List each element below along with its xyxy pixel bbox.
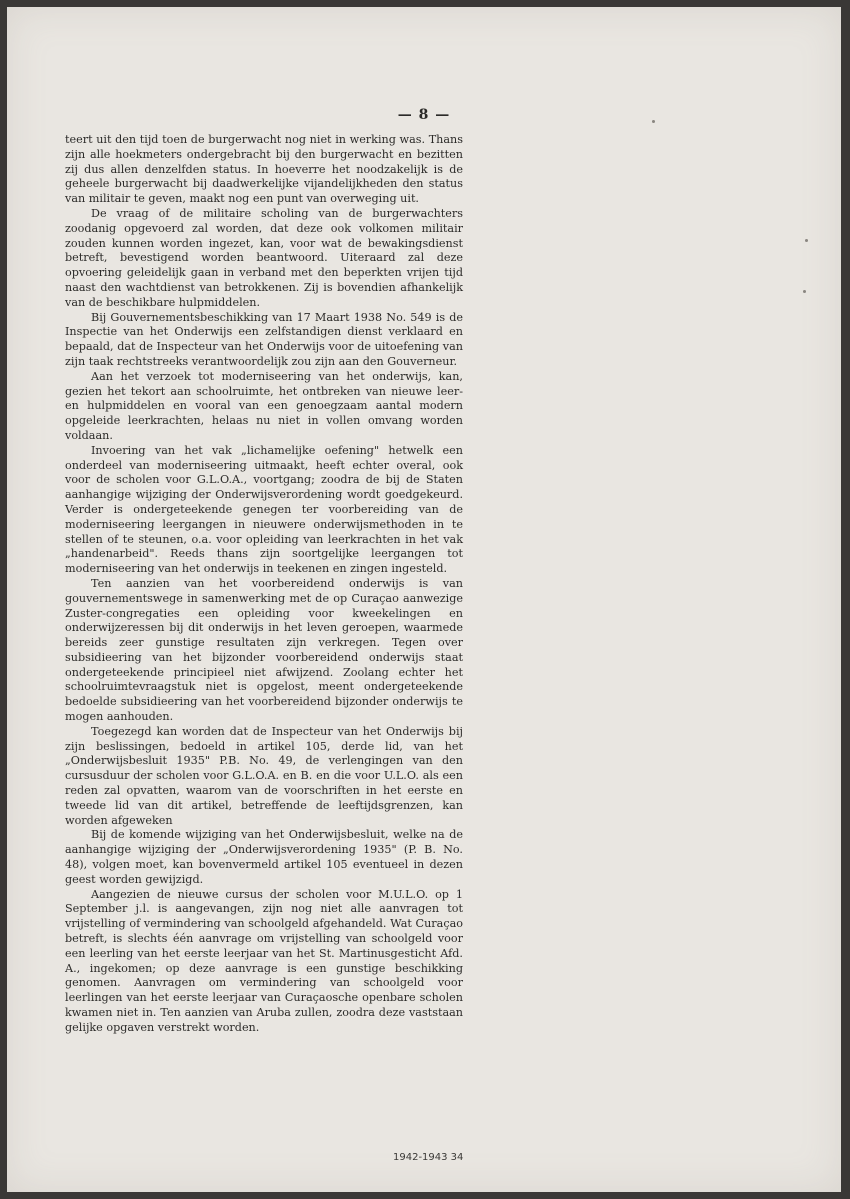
paragraph: teert uit den tijd toen de burgerwacht nog niet in werking was. Thans zijn alle hoekmeters ondergebracht bij den burgerwacht en bezitten zij dus allen denzelfden status. In hoeverre het noodzakelijk is de geheele burgerwacht bij daadwerkelijke vijandelijkheden den status van militair te geven, maakt nog een punt van overweging uit. xyxy=(65,133,463,206)
paper-speck xyxy=(652,120,655,123)
archive-footer: 1942-1943 34 xyxy=(393,1152,464,1163)
paragraph: Aan het verzoek tot moderniseering van het onderwijs, kan, gezien het tekort aan schoolruimte, het ontbreken van nieuwe leer- en hulpmiddelen en vooral van een genoegzaam aantal modern opgeleide leerkrachten, helaas nu niet in vollen omvang worden voldaan. xyxy=(65,369,463,442)
page-number: — 8 — xyxy=(397,107,451,123)
paragraph: Ten aanzien van het voorbereidend onderwijs is van gouvernementswege in samenwerking met de op Curaçao aanwezige Zuster-congregaties een opleiding voor kweekelingen en onderwijzeressen bij dit onderwijs in het leven geroepen, waarmede bereids zeer gunstige resultaten zijn verkregen. Tegen over subsidieering van het bijzonder voorbereidend onderwijs staat ondergeteekende principieel niet afwijzend. Zoolang echter het schoolruimtevraagstuk niet is opgelost, meent ondergeteekende bedoelde subsidieering van het voorbereidend bijzonder onderwijs te mogen aanhouden. xyxy=(65,576,463,724)
paragraph: Bij Gouvernementsbeschikking van 17 Maart 1938 No. 549 is de Inspectie van het Onderwijs een zelfstandigen dienst verklaard en bepaald, dat de Inspecteur van het Onderwijs voor de uitoefening van zijn taak rechtstreeks verantwoordelijk zou zijn aan den Gouverneur. xyxy=(65,310,463,368)
paper-speck xyxy=(803,290,806,293)
paper-speck xyxy=(805,239,808,242)
paragraph: Bij de komende wijziging van het Onderwijsbesluit, welke na de aanhangige wijziging der „Onderwijsverordening 1935" (P. B. No. 48), volgen moet, kan bovenvermeld artikel 105 eventueel in dezen geest worden gewijzigd. xyxy=(65,828,463,886)
body-text xyxy=(65,133,463,1036)
paragraph: Toegezegd kan worden dat de Inspecteur van het Onderwijs bij zijn beslissingen, bedoeld in artikel 105, derde lid, van het „Onderwijsbesluit 1935" P.B. No. 49, de verlengingen van den cursusduur der scholen voor G.L.O.A. en B. en die voor U.L.O. als een reden zal opvatten, waarom van de voorschriften in het eerste en tweede lid van dit artikel, betreffende de leeftijdsgrenzen, kan worden afgeweken xyxy=(65,724,463,827)
paragraph: Aangezien de nieuwe cursus der scholen voor M.U.L.O. op 1 September j.l. is aangevangen, zijn nog niet alle aanvragen tot vrijstelling of vermindering van schoolgeld afgehandeld. Wat Curaçao betreft, is slechts één aanvrage om vrijstelling van schoolgeld voor een leerling van het eerste leerjaar van het St. Martinusgesticht Afd. A., ingekomen; op deze aanvrage is een gunstige beschikking genomen. Aanvragen om vermindering van schoolgeld voor leerlingen van het eerste leerjaar van Curaçaosche openbare scholen kwamen niet in. Ten aanzien van Aruba zullen, zoodra deze vaststaan gelijke opgaven verstrekt worden. xyxy=(65,887,463,1034)
paragraph: De vraag of de militaire scholing van de burgerwachters zoodanig opgevoerd zal worden, dat deze ook volkomen militair zouden kunnen worden ingezet, kan, voor wat de bewakingsdienst betreft, bevestigend worden beantwoord. Uiteraard zal deze opvoering geleidelijk gaan in verband met den beperkten vrijen tijd naast den wachtdienst van betrokkenen. Zij is bovendien afhankelijk van de beschikbare hulpmiddelen. xyxy=(65,206,463,309)
document-page xyxy=(7,7,841,1192)
paragraph: Invoering van het vak „lichamelijke oefening" hetwelk een onderdeel van moderniseering uitmaakt, heeft echter overal, ook voor de scholen voor G.L.O.A., voortgang; zoodra de bij de Staten aanhangige wijziging der Onderwijsverordening wordt goedgekeurd. Verder is ondergeteekende genegen ter voorbereiding van de moderniseering leergangen in nieuwere onderwijsmethoden in te stellen of te steunen, o.a. voor opleiding van leerkrachten in het vak „handenarbeid". Reeds thans zijn soortgelijke leergangen tot moderniseering van het onderwijs in teekenen en zingen ingesteld. xyxy=(65,443,463,576)
